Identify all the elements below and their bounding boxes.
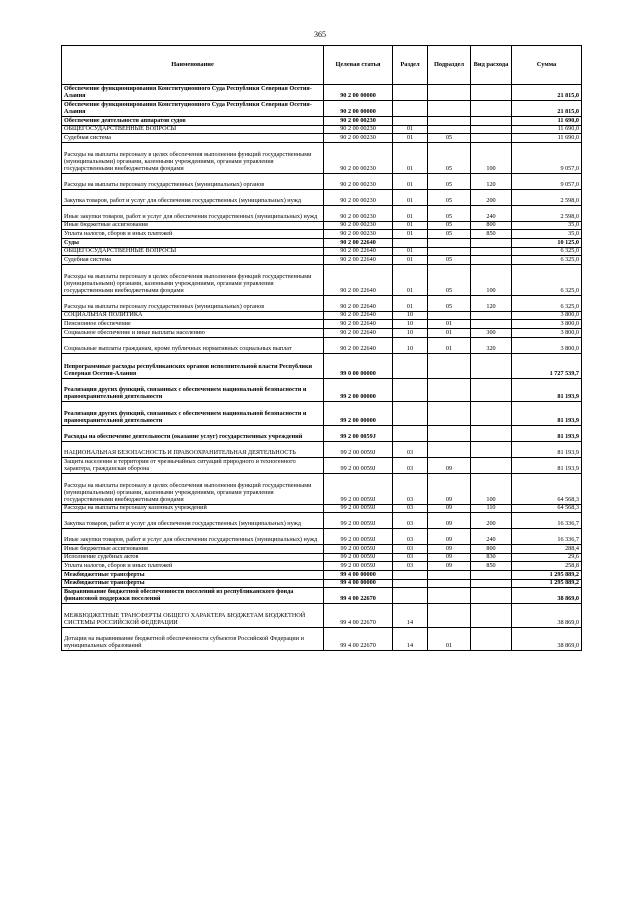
row-section: 03 (393, 553, 428, 562)
table-row (62, 189, 582, 205)
row-subsection: 05 (428, 256, 471, 265)
row-sum: 6 325,0 (512, 264, 582, 295)
header-sum: Сумма (512, 46, 582, 85)
table-row (62, 295, 582, 311)
table-header-row (62, 46, 582, 85)
row-name: Обеспечение деятельности аппаратов судов (62, 117, 324, 126)
row-expense-type (471, 588, 512, 604)
row-sum: 38 869,0 (512, 588, 582, 604)
row-expense-type: 200 (471, 513, 512, 529)
row-name: Закупка товаров, работ и услуг для обеспечения государственных (муниципальных) нужд (62, 513, 324, 529)
table-row (62, 101, 582, 117)
row-sum: 3 800,0 (512, 320, 582, 329)
row-sum: 21 815,0 (512, 101, 582, 117)
row-name: Закупка товаров, работ и услуг для обеспечения государственных (муниципальных) нужд (62, 189, 324, 205)
row-subsection (428, 117, 471, 126)
table-row (62, 264, 582, 295)
row-subsection: 05 (428, 134, 471, 143)
row-sum: 11 690,0 (512, 125, 582, 134)
table-body (62, 85, 582, 651)
row-article: 90 2 00 22640 (324, 264, 393, 295)
row-sum: 1 295 889,2 (512, 579, 582, 588)
row-sum: 3 800,0 (512, 328, 582, 337)
row-subsection (428, 579, 471, 588)
row-name: Обеспечение функционирования Конституционного Суда Республики Северная Осетия-Алания (62, 101, 324, 117)
budget-table (61, 45, 582, 651)
row-expense-type (471, 101, 512, 117)
row-expense-type: 100 (471, 473, 512, 504)
row-expense-type (471, 570, 512, 579)
row-article: 90 2 00 22640 (324, 256, 393, 265)
table-row (62, 328, 582, 337)
row-section (393, 402, 428, 426)
row-sum: 16 336,7 (512, 513, 582, 529)
row-expense-type (471, 320, 512, 329)
row-article: 90 2 00 22640 (324, 320, 393, 329)
row-expense-type: 120 (471, 173, 512, 189)
row-sum: 21 815,0 (512, 85, 582, 101)
row-expense-type (471, 378, 512, 402)
row-name: Расходы на выплаты персоналу в целях обеспечения выполнения функций государственными (муниципальными) органами, казенными учреждениями, органами управления государственными внебюджетными фондами (62, 142, 324, 173)
row-subsection: 09 (428, 457, 471, 473)
row-name: Судебная система (62, 134, 324, 143)
table-row (62, 425, 582, 441)
row-section: 01 (393, 256, 428, 265)
row-sum: 1 727 539,7 (512, 353, 582, 378)
row-section: 01 (393, 205, 428, 221)
table-row (62, 337, 582, 353)
row-article: 90 2 00 00230 (324, 189, 393, 205)
row-sum: 81 193,9 (512, 457, 582, 473)
table-row (62, 529, 582, 545)
table-row (62, 627, 582, 651)
row-section: 01 (393, 134, 428, 143)
row-article: 99 2 00 0059J (324, 425, 393, 441)
row-article: 99 2 00 0059J (324, 529, 393, 545)
row-name: Суды (62, 238, 324, 247)
row-sum: 16 336,7 (512, 529, 582, 545)
row-name: ОБЩЕГОСУДАРСТВЕННЫЕ ВОПРОСЫ (62, 125, 324, 134)
row-expense-type (471, 256, 512, 265)
row-expense-type: 800 (471, 221, 512, 230)
row-name: НАЦИОНАЛЬНАЯ БЕЗОПАСНОСТЬ И ПРАВООХРАНИТЕЛЬНАЯ ДЕЯТЕЛЬНОСТЬ (62, 441, 324, 457)
row-section: 03 (393, 545, 428, 554)
row-article: 99 4 00 00000 (324, 579, 393, 588)
row-subsection: 01 (428, 320, 471, 329)
row-subsection (428, 238, 471, 247)
row-subsection: 09 (428, 529, 471, 545)
header-article: Целевая статья (324, 46, 393, 85)
row-article: 99 2 00 0059J (324, 504, 393, 513)
row-subsection: 09 (428, 473, 471, 504)
row-section: 03 (393, 441, 428, 457)
row-expense-type (471, 627, 512, 651)
row-sum: 9 057,0 (512, 173, 582, 189)
row-expense-type (471, 117, 512, 126)
row-section: 10 (393, 337, 428, 353)
row-sum: 38 869,0 (512, 627, 582, 651)
row-sum: 3 800,0 (512, 337, 582, 353)
table-row (62, 553, 582, 562)
row-article: 90 2 00 00230 (324, 230, 393, 239)
row-article: 99 2 00 0059J (324, 457, 393, 473)
row-sum: 64 568,3 (512, 473, 582, 504)
row-section (393, 570, 428, 579)
row-name: Пенсионное обеспечение (62, 320, 324, 329)
row-section (393, 85, 428, 101)
row-name: Расходы на выплаты персоналу государственных (муниципальных) органов (62, 295, 324, 311)
row-article: 99 2 00 0059J (324, 553, 393, 562)
row-expense-type (471, 125, 512, 134)
table-row (62, 604, 582, 628)
row-article: 99 2 00 0059J (324, 441, 393, 457)
table-row (62, 311, 582, 320)
row-section: 01 (393, 142, 428, 173)
row-expense-type (471, 579, 512, 588)
row-sum: 1 295 889,2 (512, 570, 582, 579)
row-article: 90 2 00 00230 (324, 205, 393, 221)
row-name: Иные бюджетные ассигнования (62, 545, 324, 554)
row-expense-type (471, 402, 512, 426)
row-expense-type (471, 353, 512, 378)
row-section: 10 (393, 328, 428, 337)
row-article: 90 2 00 00230 (324, 117, 393, 126)
row-section (393, 425, 428, 441)
row-subsection (428, 85, 471, 101)
row-name: Межбюджетные трансферты (62, 570, 324, 579)
row-name: Иные закупки товаров, работ и услуг для обеспечения государственных (муниципальных) нужд (62, 529, 324, 545)
row-section: 14 (393, 604, 428, 628)
row-subsection (428, 425, 471, 441)
table-row (62, 117, 582, 126)
row-sum: 38 869,0 (512, 604, 582, 628)
row-expense-type: 100 (471, 142, 512, 173)
row-article: 90 2 00 22640 (324, 311, 393, 320)
table-row (62, 579, 582, 588)
page-number: 365 (314, 30, 326, 39)
row-article: 90 2 00 00230 (324, 173, 393, 189)
table-row (62, 457, 582, 473)
table-row (62, 256, 582, 265)
table-row (62, 402, 582, 426)
row-section: 01 (393, 264, 428, 295)
row-subsection: 09 (428, 504, 471, 513)
row-name: Иные закупки товаров, работ и услуг для обеспечения государственных (муниципальных) нужд (62, 205, 324, 221)
row-expense-type: 830 (471, 553, 512, 562)
row-section: 01 (393, 173, 428, 189)
row-name: Непрограммные расходы республиканских органов исполнительной власти Республики Северная Осетия-Алания (62, 353, 324, 378)
row-section: 01 (393, 247, 428, 256)
row-expense-type (471, 134, 512, 143)
row-article: 99 2 00 0059J (324, 562, 393, 571)
row-article: 90 2 00 22640 (324, 337, 393, 353)
row-article: 99 4 00 22670 (324, 604, 393, 628)
row-article: 90 2 00 00230 (324, 125, 393, 134)
row-sum: 6 325,0 (512, 247, 582, 256)
row-section: 10 (393, 320, 428, 329)
row-name: ОБЩЕГОСУДАРСТВЕННЫЕ ВОПРОСЫ (62, 247, 324, 256)
row-expense-type (471, 425, 512, 441)
table-row (62, 221, 582, 230)
row-section (393, 588, 428, 604)
header-expense-type: Вид расхода (471, 46, 512, 85)
row-subsection: 09 (428, 562, 471, 571)
row-article: 99 2 00 00000 (324, 402, 393, 426)
row-section: 03 (393, 457, 428, 473)
row-section (393, 117, 428, 126)
row-section: 01 (393, 230, 428, 239)
row-section (393, 353, 428, 378)
row-expense-type: 850 (471, 230, 512, 239)
row-subsection: 05 (428, 189, 471, 205)
row-name: Иные бюджетные ассигнования (62, 221, 324, 230)
row-subsection: 05 (428, 295, 471, 311)
row-expense-type (471, 238, 512, 247)
table-row (62, 85, 582, 101)
table-row (62, 588, 582, 604)
row-sum: 81 193,9 (512, 378, 582, 402)
row-sum: 35,0 (512, 230, 582, 239)
row-article: 90 2 00 00230 (324, 134, 393, 143)
table-row (62, 247, 582, 256)
row-sum: 6 325,0 (512, 295, 582, 311)
table-row (62, 205, 582, 221)
table-row (62, 570, 582, 579)
row-sum: 35,0 (512, 221, 582, 230)
row-sum: 6 325,0 (512, 256, 582, 265)
row-expense-type (471, 441, 512, 457)
row-sum: 81 193,9 (512, 402, 582, 426)
row-article: 90 2 00 00230 (324, 221, 393, 230)
row-article: 99 4 00 22670 (324, 588, 393, 604)
row-expense-type (471, 457, 512, 473)
row-sum: 258,8 (512, 562, 582, 571)
row-sum: 29,6 (512, 553, 582, 562)
table-row (62, 173, 582, 189)
row-section: 03 (393, 473, 428, 504)
row-article: 90 2 00 22640 (324, 238, 393, 247)
row-article: 90 2 00 00230 (324, 142, 393, 173)
row-expense-type: 320 (471, 337, 512, 353)
row-name: Исполнение судебных актов (62, 553, 324, 562)
row-section: 01 (393, 189, 428, 205)
row-name: Расходы на обеспечение деятельности (оказание услуг) государственных учреждений (62, 425, 324, 441)
row-sum: 2 598,0 (512, 205, 582, 221)
row-subsection: 05 (428, 230, 471, 239)
header-name: Наименование (62, 46, 324, 85)
row-article: 90 2 00 22640 (324, 247, 393, 256)
row-name: Расходы на выплаты персоналу государственных (муниципальных) органов (62, 173, 324, 189)
table-row (62, 504, 582, 513)
table-row (62, 320, 582, 329)
row-name: Реализация других функций, связанных с обеспечением национальной безопасности и правоохранительной деятельности (62, 402, 324, 426)
row-name: Дотации на выравнивание бюджетной обеспеченности субъектов Российской Федерации и муниципальных образований (62, 627, 324, 651)
row-sum: 81 193,9 (512, 441, 582, 457)
row-sum: 2 598,0 (512, 189, 582, 205)
row-name: Уплата налогов, сборов и иных платежей (62, 230, 324, 239)
row-subsection (428, 570, 471, 579)
row-expense-type (471, 247, 512, 256)
row-subsection: 01 (428, 328, 471, 337)
row-expense-type: 200 (471, 189, 512, 205)
row-article: 99 2 00 0059J (324, 473, 393, 504)
row-section: 03 (393, 504, 428, 513)
row-name: Межбюджетные трансферты (62, 579, 324, 588)
row-name: Расходы на выплаты персоналу в целях обеспечения выполнения функций государственными (муниципальными) органами, казенными учреждениями, органами управления государственными внебюджетными фондами (62, 264, 324, 295)
row-article: 90 2 00 00000 (324, 85, 393, 101)
row-subsection (428, 247, 471, 256)
table-row (62, 378, 582, 402)
row-subsection (428, 101, 471, 117)
row-sum: 9 057,0 (512, 142, 582, 173)
row-expense-type (471, 311, 512, 320)
row-section: 10 (393, 311, 428, 320)
row-sum: 3 800,0 (512, 311, 582, 320)
row-sum: 64 568,3 (512, 504, 582, 513)
row-article: 90 2 00 00000 (324, 101, 393, 117)
row-sum: 288,4 (512, 545, 582, 554)
row-subsection (428, 588, 471, 604)
row-subsection (428, 604, 471, 628)
table-row (62, 125, 582, 134)
row-article: 99 0 00 00000 (324, 353, 393, 378)
row-name: Социальные выплаты гражданам, кроме публичных нормативных социальных выплат (62, 337, 324, 353)
row-name: СОЦИАЛЬНАЯ ПОЛИТИКА (62, 311, 324, 320)
row-section: 03 (393, 529, 428, 545)
row-subsection (428, 402, 471, 426)
row-subsection: 05 (428, 264, 471, 295)
row-section: 01 (393, 295, 428, 311)
row-subsection: 01 (428, 627, 471, 651)
table-row (62, 238, 582, 247)
row-expense-type (471, 85, 512, 101)
row-section (393, 101, 428, 117)
row-section: 01 (393, 125, 428, 134)
row-name: Выравнивание бюджетной обеспеченности поселений из республиканского фонда финансовой поддержки поселений (62, 588, 324, 604)
row-name: Реализация других функций, связанных с обеспечением национальной безопасности и правоохранительной деятельности (62, 378, 324, 402)
row-subsection (428, 378, 471, 402)
row-name: Судебная система (62, 256, 324, 265)
row-subsection: 05 (428, 221, 471, 230)
row-name: Обеспечение функционирования Конституционного Суда Республики Северная Осетия-Алания (62, 85, 324, 101)
row-section (393, 378, 428, 402)
row-name: Уплата налогов, сборов и иных платежей (62, 562, 324, 571)
table-row (62, 545, 582, 554)
row-subsection: 09 (428, 545, 471, 554)
row-sum: 10 125,0 (512, 238, 582, 247)
row-section: 01 (393, 221, 428, 230)
header-subsection: Подраздел (428, 46, 471, 85)
row-subsection: 05 (428, 205, 471, 221)
row-article: 90 2 00 22640 (324, 328, 393, 337)
row-expense-type: 300 (471, 328, 512, 337)
row-expense-type: 240 (471, 529, 512, 545)
row-expense-type: 850 (471, 562, 512, 571)
table-row (62, 441, 582, 457)
row-section (393, 238, 428, 247)
row-name: Расходы на выплаты персоналу казенных учреждений (62, 504, 324, 513)
row-expense-type: 110 (471, 504, 512, 513)
row-sum: 81 193,9 (512, 425, 582, 441)
row-subsection (428, 125, 471, 134)
table-row (62, 473, 582, 504)
header-section: Раздел (393, 46, 428, 85)
table-row (62, 142, 582, 173)
row-name: Социальное обеспечение и иные выплаты населению (62, 328, 324, 337)
table-row (62, 562, 582, 571)
row-expense-type (471, 604, 512, 628)
row-name: Защита населения и территории от чрезвычайных ситуаций природного и техногенного характера, гражданская оборона (62, 457, 324, 473)
row-section (393, 579, 428, 588)
row-section: 14 (393, 627, 428, 651)
row-expense-type: 120 (471, 295, 512, 311)
row-subsection (428, 353, 471, 378)
table-row (62, 134, 582, 143)
row-subsection: 01 (428, 337, 471, 353)
row-expense-type: 800 (471, 545, 512, 554)
row-sum: 11 690,0 (512, 134, 582, 143)
row-subsection (428, 441, 471, 457)
row-sum: 11 690,0 (512, 117, 582, 126)
row-article: 99 4 00 00000 (324, 570, 393, 579)
row-expense-type: 100 (471, 264, 512, 295)
row-name: Расходы на выплаты персоналу в целях обеспечения выполнения функций государственными (муниципальными) органами, казенными учреждениями, органами управления государственными внебюджетными фондами (62, 473, 324, 504)
row-subsection: 09 (428, 553, 471, 562)
row-name: МЕЖБЮДЖЕТНЫЕ ТРАНСФЕРТЫ ОБЩЕГО ХАРАКТЕРА БЮДЖЕТАМ БЮДЖЕТНОЙ СИСТЕМЫ РОССИЙСКОЙ ФЕДЕРАЦИИ (62, 604, 324, 628)
row-section: 03 (393, 513, 428, 529)
table-row (62, 230, 582, 239)
row-article: 99 2 00 00000 (324, 378, 393, 402)
row-article: 99 2 00 0059J (324, 545, 393, 554)
table-row (62, 513, 582, 529)
row-article: 99 4 00 22670 (324, 627, 393, 651)
row-subsection: 05 (428, 142, 471, 173)
row-subsection: 05 (428, 173, 471, 189)
row-expense-type: 240 (471, 205, 512, 221)
row-subsection (428, 311, 471, 320)
row-article: 90 2 00 22640 (324, 295, 393, 311)
row-section: 03 (393, 562, 428, 571)
table-row (62, 353, 582, 378)
row-subsection: 09 (428, 513, 471, 529)
row-article: 99 2 00 0059J (324, 513, 393, 529)
